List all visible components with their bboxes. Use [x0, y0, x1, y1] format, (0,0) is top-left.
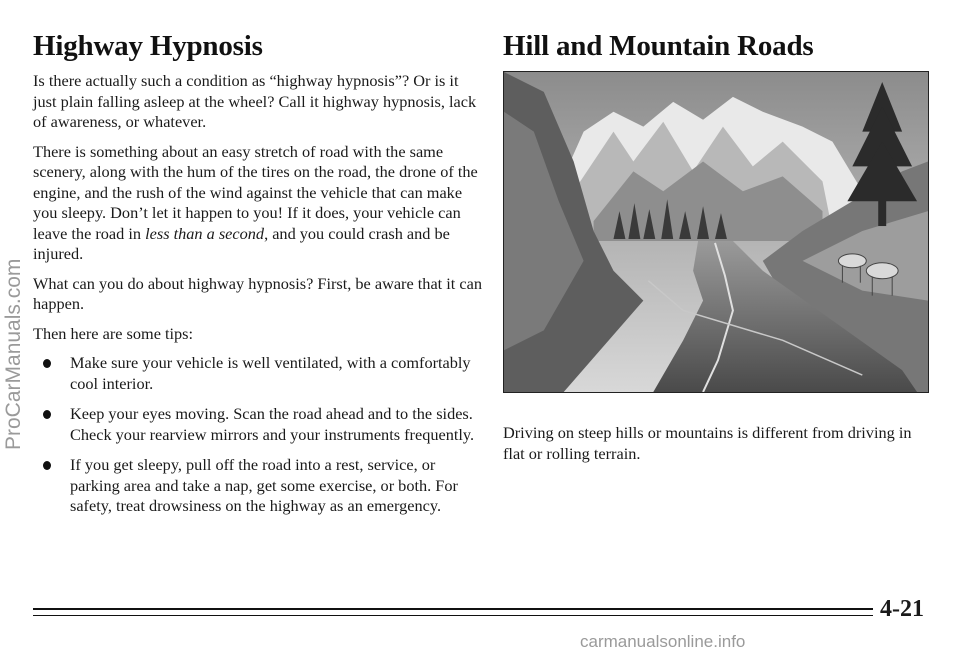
paragraph-what-can-you-do: What can you do about highway hypnosis? First, be aware that it can happen.	[33, 273, 482, 313]
section-title-hill-mountain-roads: Hill and Mountain Roads	[503, 30, 814, 62]
paragraph-tips-intro: Then here are some tips:	[33, 323, 194, 343]
tip-text: Keep your eyes moving. Scan the road ahead and to the sides. Check your rearview mirrors and your instruments frequently.	[70, 404, 475, 444]
paragraph-intro: Is there actually such a condition as “highway hypnosis”? Or is it just plain falling asleep at the wheel? Call it highway hypnosis, lack of awareness, or whatever.	[33, 71, 477, 131]
footer-rule-thick	[33, 608, 873, 610]
paragraph-scenery-tail: , and you could crash and be injured.	[33, 223, 450, 263]
tip-text: Make sure your vehicle is well ventilated, with a comfortably cool interior.	[70, 353, 471, 393]
page-number: 4-21	[880, 596, 924, 622]
tips-list	[33, 353, 485, 517]
list-item	[33, 404, 485, 445]
watermark-procarmanuals: ProCarManuals.com	[2, 258, 25, 450]
list-item	[33, 455, 485, 517]
emphasis-less-than-a-second: less than a second	[145, 223, 265, 243]
paragraph-scenery-text: There is something about an easy stretch of road with the same scenery, along with the hum of the tires on the road, the drone of the engine, and the rush of the wind against the vehicle that can make you sleepy. Don’t let it happen to you! If it does, your vehicle can leave the road in	[33, 141, 478, 243]
hill-mountain-roads-section	[503, 30, 933, 473]
mountain-road-illustration	[503, 71, 929, 393]
section-title-highway-hypnosis: Highway Hypnosis	[33, 30, 263, 62]
bullet-icon	[43, 461, 51, 470]
list-item	[33, 353, 485, 394]
footer-rule-thin	[33, 615, 873, 616]
paragraph-scenery	[33, 142, 485, 265]
highway-hypnosis-section	[33, 30, 485, 527]
bullet-icon	[43, 410, 51, 419]
tip-text: If you get sleepy, pull off the road into a rest, service, or parking area and take a nap, get some exercise, or both. For safety, treat drowsiness on the highway as an emergency.	[70, 455, 458, 515]
hill-mountain-caption: Driving on steep hills or mountains is different from driving in flat or rolling terrain.	[503, 423, 912, 463]
bullet-icon	[43, 359, 51, 368]
watermark-carmanualsonline: carmanualsonline.info	[580, 632, 746, 651]
